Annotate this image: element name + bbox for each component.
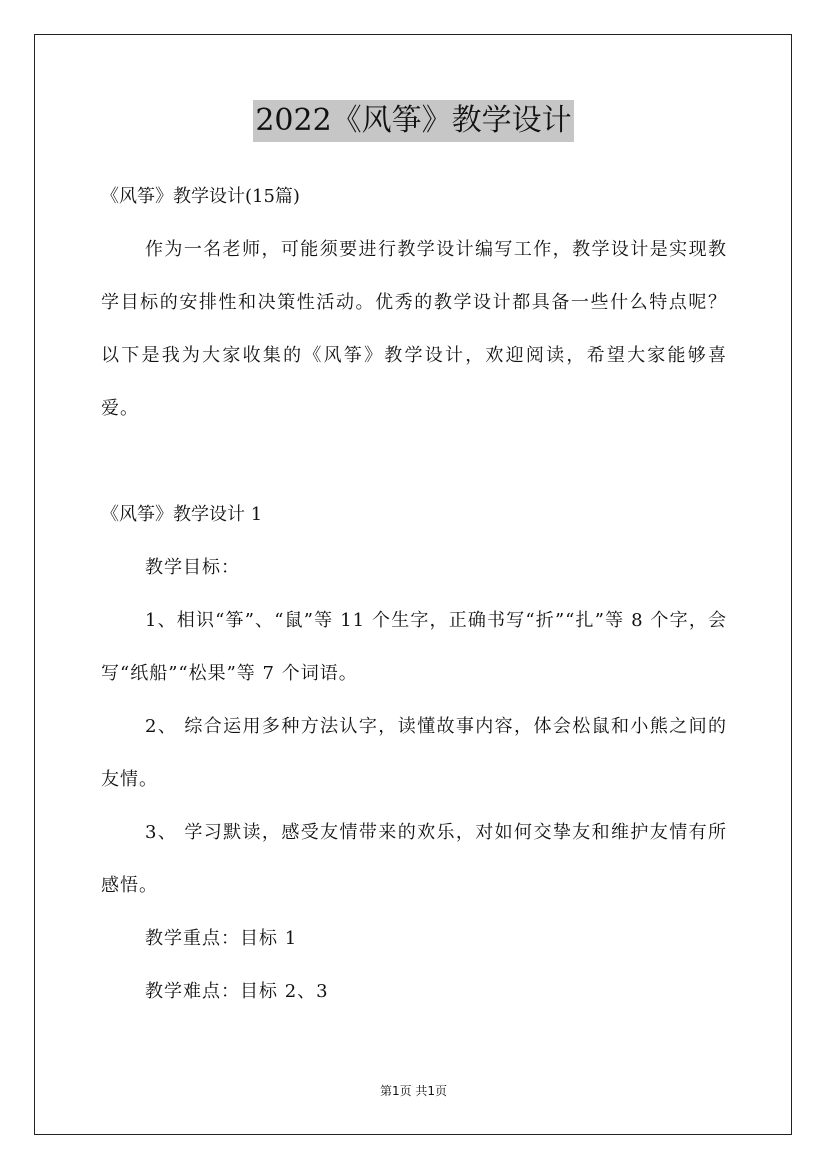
goal-item-2: 2、 综合运用多种方法认字，读懂故事内容，体会松鼠和小熊之间的友情。	[101, 716, 727, 790]
page-number: 第1页 共1页	[379, 1084, 448, 1098]
section-heading: 《风筝》教学设计 1	[101, 504, 263, 525]
intro-paragraph: 作为一名老师，可能须要进行教学设计编写工作，教学设计是实现教学目标的安排性和决策性活动。优秀的教学设计都具备一些什么特点呢？以下是我为大家收集的《风筝》教学设计，欢迎阅读，希望大家能够喜爱。	[101, 239, 727, 419]
document-title-wrapper	[0, 100, 827, 142]
document-subtitle: 《风筝》教学设计(15篇)	[101, 186, 300, 207]
goal-item-3: 3、 学习默读，感受友情带来的欢乐，对如何交挚友和维护友情有所感悟。	[101, 822, 727, 896]
spacer	[101, 435, 727, 488]
document-title: 2022《风筝》教学设计	[253, 100, 573, 142]
difficulty-point: 教学难点：目标 2、3	[145, 981, 329, 1002]
document-body	[101, 170, 727, 1018]
page-footer	[0, 1082, 827, 1099]
goal-item-1: 1、相识“筝”、“鼠”等 11 个生字，正确书写“折”“扎”等 8 个字，会写“纸船”“松果”等 7 个词语。	[101, 610, 727, 684]
goals-label: 教学目标：	[145, 557, 240, 578]
key-point: 教学重点：目标 1	[145, 928, 298, 949]
